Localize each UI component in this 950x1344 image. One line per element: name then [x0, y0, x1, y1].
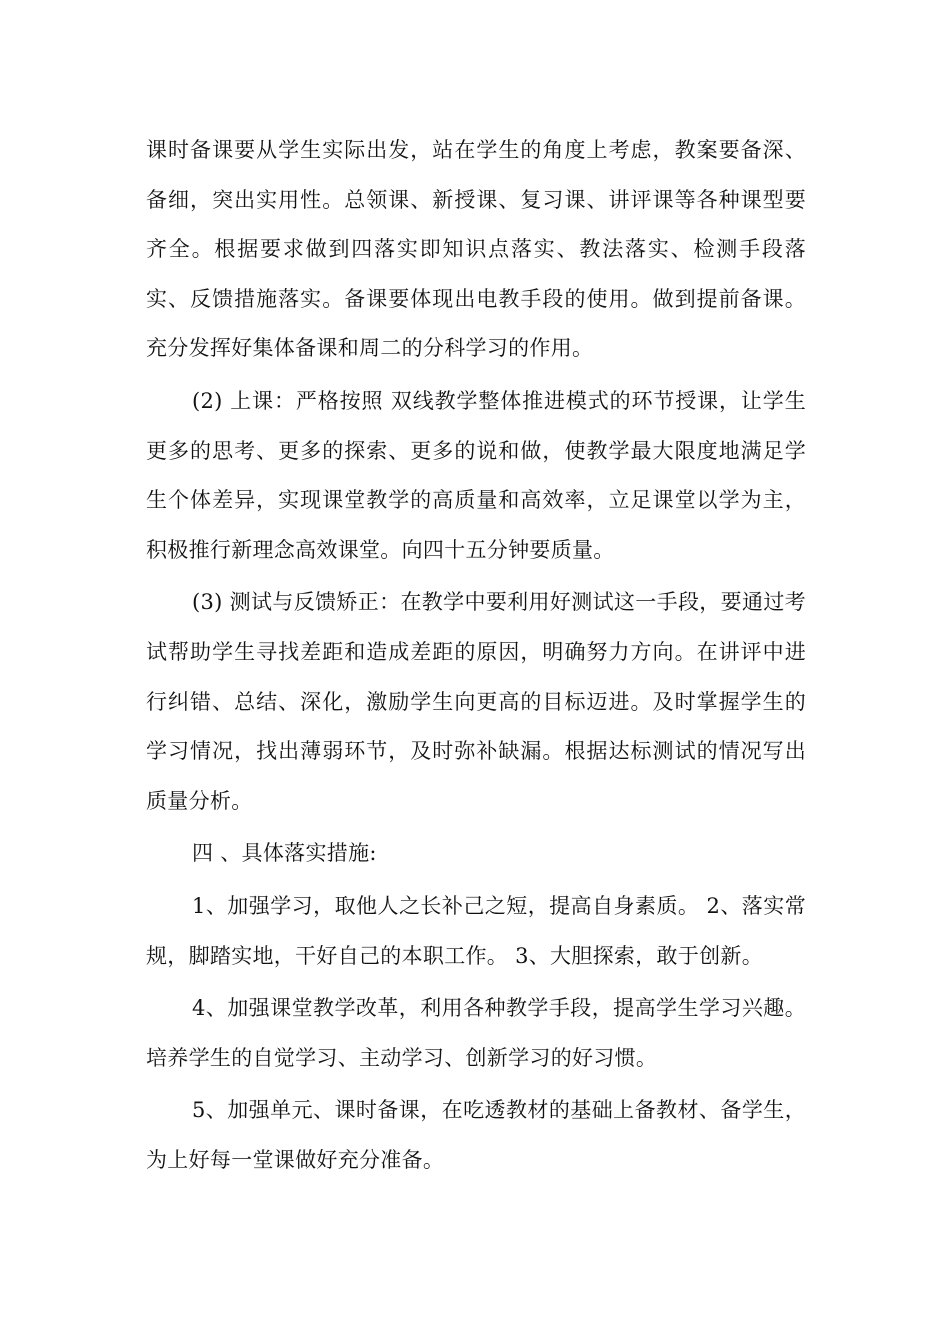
section-heading-measures: 四 、具体落实措施: [192, 841, 377, 866]
paragraph-class-teaching: (2) 上课：严格按照 双线教学整体推进模式的环节授课，让学生更多的思考、更多的探索、更多的说和做，使教学最大限度地满足学生个体差异，实现课堂教学的高质量和高效率，立足课堂以学为主，积极推行新理念高效课堂。向四十五分钟要质量。 [146, 388, 806, 562]
paragraph-measure-4: 4、加强课堂教学改革，利用各种教学手段，提高学生学习兴趣。培养学生的自觉学习、主动学习、创新学习的好习惯。 [146, 996, 806, 1070]
paragraph-measures-1-3: 1、加强学习，取他人之长补己之短，提高自身素质。 2、落实常规，脚踏实地，干好自己的本职工作。 3、大胆探索，敢于创新。 [146, 893, 806, 968]
paragraph-measure-5: 5、加强单元、课时备课，在吃透教材的基础上备教材、备学生，为上好每一堂课做好充分准备。 [146, 1098, 806, 1172]
document-body [146, 126, 806, 1185]
paragraph-lesson-preparation: 课时备课要从学生实际出发，站在学生的角度上考虑，教案要备深、备细，突出实用性。总领课、新授课、复习课、讲评课等各种课型要齐全。根据要求做到四落实即知识点落实、教法落实、检测手段落实、反馈措施落实。备课要体现出电教手段的使用。做到提前备课。充分发挥好集体备课和周二的分科学习的作用。 [146, 138, 806, 361]
paragraph-testing-feedback: (3) 测试与反馈矫正：在教学中要利用好测试这一手段，要通过考试帮助学生寻找差距和造成差距的原因，明确努力方向。在讲评中进行纠错、总结、深化，激励学生向更高的目标迈进。及时掌握学生的学习情况，找出薄弱环节，及时弥补缺漏。根据达标测试的情况写出质量分析。 [146, 590, 806, 813]
